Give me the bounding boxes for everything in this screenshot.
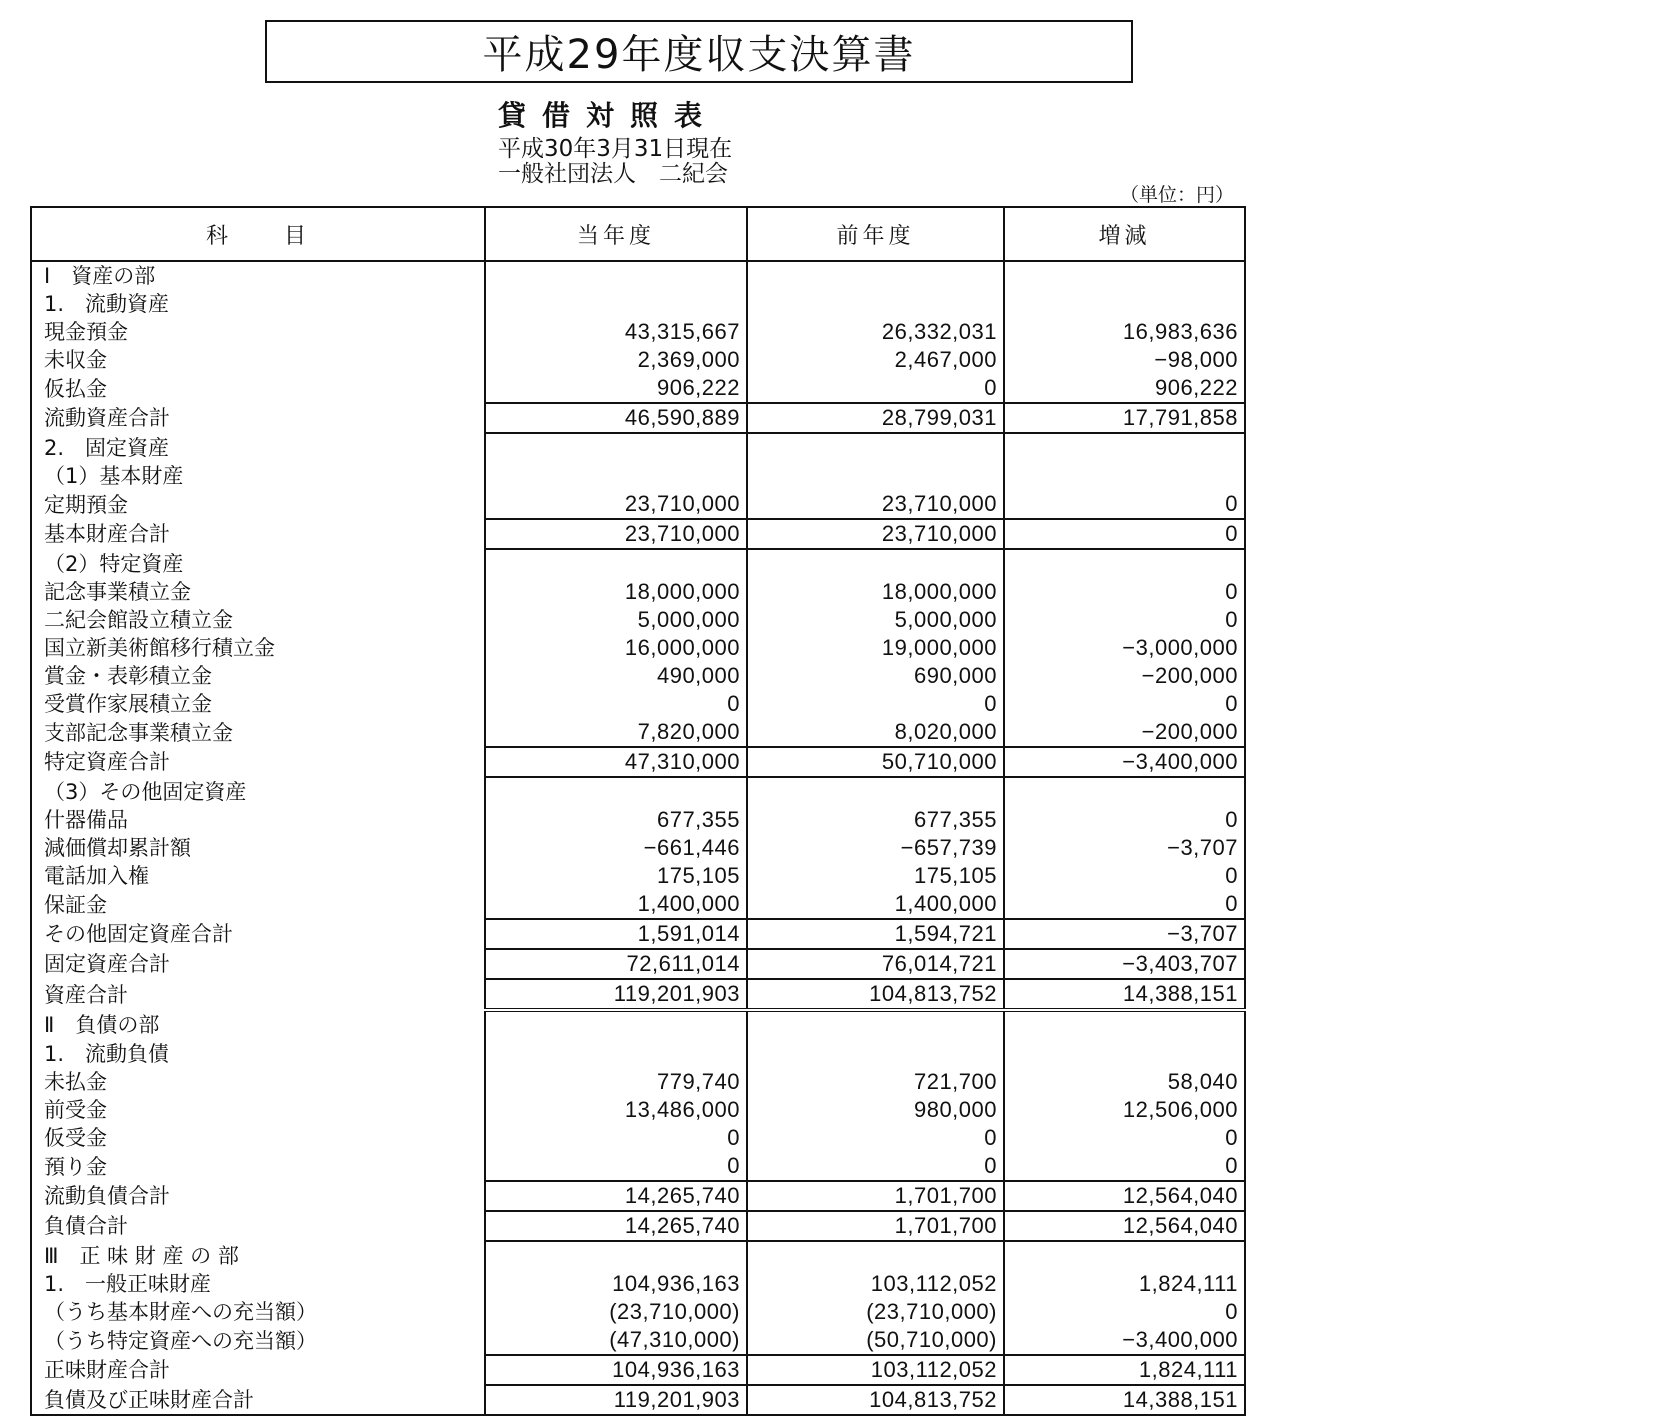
account-label: 現金預金 [31, 318, 485, 346]
previous-year-value [747, 1040, 1004, 1068]
change-value [1004, 549, 1245, 578]
change-value: 0 [1004, 1298, 1245, 1326]
previous-year-value: 2,467,000 [747, 346, 1004, 374]
table-row [31, 1152, 1245, 1181]
change-value: −200,000 [1004, 718, 1245, 747]
change-value: 0 [1004, 806, 1245, 834]
previous-year-value: −657,739 [747, 834, 1004, 862]
table-row [31, 290, 1245, 318]
table-row [31, 1181, 1245, 1211]
change-value: 58,040 [1004, 1068, 1245, 1096]
header-change: 増減 [1004, 207, 1245, 261]
current-year-value: 7,820,000 [485, 718, 747, 747]
previous-year-value: (23,710,000) [747, 1298, 1004, 1326]
current-year-value: 0 [485, 1152, 747, 1181]
change-value: 12,564,040 [1004, 1181, 1245, 1211]
table-row [31, 634, 1245, 662]
previous-year-value [747, 549, 1004, 578]
account-label: 固定資産合計 [31, 949, 485, 979]
account-label: 仮受金 [31, 1124, 485, 1152]
current-year-value: 119,201,903 [485, 979, 747, 1010]
table-row [31, 747, 1245, 777]
change-value [1004, 462, 1245, 490]
table-row [31, 862, 1245, 890]
change-value: −3,400,000 [1004, 1326, 1245, 1355]
previous-year-value: 28,799,031 [747, 403, 1004, 433]
account-label: 電話加入権 [31, 862, 485, 890]
current-year-value: 47,310,000 [485, 747, 747, 777]
unit-label: （単位：円） [1119, 184, 1234, 206]
account-label: 二紀会館設立積立金 [31, 606, 485, 634]
account-label: 基本財産合計 [31, 519, 485, 549]
previous-year-value [747, 261, 1004, 290]
current-year-value: 677,355 [485, 806, 747, 834]
change-value: −3,403,707 [1004, 949, 1245, 979]
previous-year-value: 26,332,031 [747, 318, 1004, 346]
previous-year-value: 0 [747, 1152, 1004, 1181]
table-row [31, 834, 1245, 862]
previous-year-value: 0 [747, 374, 1004, 403]
change-value: 0 [1004, 606, 1245, 634]
table-row [31, 433, 1245, 462]
account-label: 流動資産合計 [31, 403, 485, 433]
current-year-value: 43,315,667 [485, 318, 747, 346]
account-label: 賞金・表彰積立金 [31, 662, 485, 690]
table-row [31, 949, 1245, 979]
change-value: 0 [1004, 1152, 1245, 1181]
current-year-value: −661,446 [485, 834, 747, 862]
current-year-value: 46,590,889 [485, 403, 747, 433]
account-label: 前受金 [31, 1096, 485, 1124]
account-label: （3）その他固定資産 [31, 777, 485, 806]
previous-year-value: 76,014,721 [747, 949, 1004, 979]
table-header-row [31, 207, 1245, 261]
previous-year-value: 677,355 [747, 806, 1004, 834]
account-label: 負債合計 [31, 1211, 485, 1241]
change-value: 16,983,636 [1004, 318, 1245, 346]
current-year-value: 14,265,740 [485, 1211, 747, 1241]
change-value: −3,707 [1004, 834, 1245, 862]
current-year-value [485, 462, 747, 490]
account-label: 仮払金 [31, 374, 485, 403]
change-value: −98,000 [1004, 346, 1245, 374]
table-row [31, 462, 1245, 490]
change-value [1004, 777, 1245, 806]
table-row [31, 1068, 1245, 1096]
current-year-value: 1,400,000 [485, 890, 747, 919]
account-label: 預り金 [31, 1152, 485, 1181]
table-row [31, 919, 1245, 949]
change-value: 14,388,151 [1004, 979, 1245, 1010]
header-current-year: 当年度 [485, 207, 747, 261]
current-year-value: 23,710,000 [485, 519, 747, 549]
current-year-value: 0 [485, 690, 747, 718]
change-value: −3,000,000 [1004, 634, 1245, 662]
account-label: 1. 一般正味財産 [31, 1270, 485, 1298]
table-row [31, 1326, 1245, 1355]
account-label: 支部記念事業積立金 [31, 718, 485, 747]
previous-year-value: 8,020,000 [747, 718, 1004, 747]
current-year-value: 23,710,000 [485, 490, 747, 519]
table-row [31, 606, 1245, 634]
account-label: Ⅰ 資産の部 [31, 261, 485, 290]
previous-year-value: 104,813,752 [747, 1385, 1004, 1415]
organization-name: 一般社団法人 二紀会 [498, 161, 728, 187]
table-row [31, 1010, 1245, 1040]
previous-year-value: (50,710,000) [747, 1326, 1004, 1355]
table-row [31, 346, 1245, 374]
account-label: その他固定資産合計 [31, 919, 485, 949]
account-label: 受賞作家展積立金 [31, 690, 485, 718]
account-label: 1. 流動負債 [31, 1040, 485, 1068]
change-value [1004, 433, 1245, 462]
change-value: 12,564,040 [1004, 1211, 1245, 1241]
previous-year-value: 1,701,700 [747, 1181, 1004, 1211]
account-label: 保証金 [31, 890, 485, 919]
statement-date: 平成30年3月31日現在 [498, 136, 733, 162]
change-value: 0 [1004, 690, 1245, 718]
previous-year-value: 1,400,000 [747, 890, 1004, 919]
table-row [31, 1241, 1245, 1270]
table-row [31, 777, 1245, 806]
previous-year-value: 690,000 [747, 662, 1004, 690]
change-value: −200,000 [1004, 662, 1245, 690]
previous-year-value: 721,700 [747, 1068, 1004, 1096]
change-value [1004, 1010, 1245, 1040]
change-value: 906,222 [1004, 374, 1245, 403]
change-value: −3,707 [1004, 919, 1245, 949]
current-year-value: 14,265,740 [485, 1181, 747, 1211]
previous-year-value: 103,112,052 [747, 1355, 1004, 1385]
previous-year-value [747, 1241, 1004, 1270]
table-row [31, 718, 1245, 747]
table-row [31, 1298, 1245, 1326]
current-year-value [485, 1010, 747, 1040]
account-label: 負債及び正味財産合計 [31, 1385, 485, 1415]
change-value: 0 [1004, 490, 1245, 519]
account-label: 特定資産合計 [31, 747, 485, 777]
current-year-value [485, 1241, 747, 1270]
change-value: 0 [1004, 890, 1245, 919]
previous-year-value: 1,701,700 [747, 1211, 1004, 1241]
current-year-value: 119,201,903 [485, 1385, 747, 1415]
current-year-value [485, 433, 747, 462]
account-label: Ⅲ 正 味 財 産 の 部 [31, 1241, 485, 1270]
current-year-value: 72,611,014 [485, 949, 747, 979]
change-value [1004, 1241, 1245, 1270]
table-row [31, 1270, 1245, 1298]
table-row [31, 519, 1245, 549]
balance-sheet-heading: 貸借対照表 [498, 99, 719, 132]
account-label: 定期預金 [31, 490, 485, 519]
table-row [31, 549, 1245, 578]
previous-year-value: 0 [747, 1124, 1004, 1152]
table-row [31, 1211, 1245, 1241]
table-row [31, 979, 1245, 1010]
current-year-value: 104,936,163 [485, 1270, 747, 1298]
previous-year-value: 104,813,752 [747, 979, 1004, 1010]
account-label: （2）特定資産 [31, 549, 485, 578]
table-row [31, 1355, 1245, 1385]
previous-year-value [747, 433, 1004, 462]
previous-year-value: 18,000,000 [747, 578, 1004, 606]
table-row [31, 578, 1245, 606]
current-year-value: 490,000 [485, 662, 747, 690]
table-row [31, 318, 1245, 346]
account-label: 未払金 [31, 1068, 485, 1096]
account-label: Ⅱ 負債の部 [31, 1010, 485, 1040]
change-value: 1,824,111 [1004, 1355, 1245, 1385]
table-row [31, 1385, 1245, 1415]
change-value [1004, 290, 1245, 318]
current-year-value: 779,740 [485, 1068, 747, 1096]
table-row [31, 261, 1245, 290]
change-value: 0 [1004, 578, 1245, 606]
current-year-value: 16,000,000 [485, 634, 747, 662]
header-account: 科 目 [31, 207, 485, 261]
change-value: 0 [1004, 862, 1245, 890]
table-row [31, 490, 1245, 519]
current-year-value: 1,591,014 [485, 919, 747, 949]
change-value [1004, 261, 1245, 290]
previous-year-value: 23,710,000 [747, 490, 1004, 519]
current-year-value: (47,310,000) [485, 1326, 747, 1355]
change-value: 17,791,858 [1004, 403, 1245, 433]
previous-year-value: 1,594,721 [747, 919, 1004, 949]
account-label: 2. 固定資産 [31, 433, 485, 462]
current-year-value [485, 1040, 747, 1068]
previous-year-value: 0 [747, 690, 1004, 718]
current-year-value: (23,710,000) [485, 1298, 747, 1326]
document-title-box [265, 20, 1133, 83]
table-row [31, 690, 1245, 718]
account-label: （うち特定資産への充当額） [31, 1326, 485, 1355]
current-year-value: 18,000,000 [485, 578, 747, 606]
document-title: 平成29年度収支決算書 [482, 32, 916, 78]
previous-year-value: 5,000,000 [747, 606, 1004, 634]
current-year-value [485, 290, 747, 318]
header-previous-year: 前年度 [747, 207, 1004, 261]
change-value: 1,824,111 [1004, 1270, 1245, 1298]
change-value [1004, 1040, 1245, 1068]
previous-year-value [747, 290, 1004, 318]
account-label: 資産合計 [31, 979, 485, 1010]
current-year-value: 104,936,163 [485, 1355, 747, 1385]
current-year-value [485, 549, 747, 578]
current-year-value: 175,105 [485, 862, 747, 890]
previous-year-value [747, 777, 1004, 806]
previous-year-value: 103,112,052 [747, 1270, 1004, 1298]
account-label: 記念事業積立金 [31, 578, 485, 606]
current-year-value [485, 777, 747, 806]
table-row [31, 374, 1245, 403]
previous-year-value: 19,000,000 [747, 634, 1004, 662]
change-value: −3,400,000 [1004, 747, 1245, 777]
table-row [31, 806, 1245, 834]
account-label: 1. 流動資産 [31, 290, 485, 318]
account-label: 正味財産合計 [31, 1355, 485, 1385]
account-label: 流動負債合計 [31, 1181, 485, 1211]
table-row [31, 403, 1245, 433]
previous-year-value [747, 462, 1004, 490]
current-year-value: 2,369,000 [485, 346, 747, 374]
current-year-value [485, 261, 747, 290]
account-label: 什器備品 [31, 806, 485, 834]
current-year-value: 0 [485, 1124, 747, 1152]
account-label: （うち基本財産への充当額） [31, 1298, 485, 1326]
account-label: 減価償却累計額 [31, 834, 485, 862]
previous-year-value: 50,710,000 [747, 747, 1004, 777]
change-value: 0 [1004, 1124, 1245, 1152]
previous-year-value: 980,000 [747, 1096, 1004, 1124]
balance-sheet-table [30, 206, 1246, 1416]
change-value: 0 [1004, 519, 1245, 549]
account-label: （1）基本財産 [31, 462, 485, 490]
table-row [31, 1124, 1245, 1152]
change-value: 14,388,151 [1004, 1385, 1245, 1415]
current-year-value: 906,222 [485, 374, 747, 403]
table-row [31, 890, 1245, 919]
current-year-value: 13,486,000 [485, 1096, 747, 1124]
table-row [31, 1040, 1245, 1068]
change-value: 12,506,000 [1004, 1096, 1245, 1124]
previous-year-value: 23,710,000 [747, 519, 1004, 549]
account-label: 国立新美術館移行積立金 [31, 634, 485, 662]
account-label: 未収金 [31, 346, 485, 374]
table-row [31, 1096, 1245, 1124]
current-year-value: 5,000,000 [485, 606, 747, 634]
previous-year-value [747, 1010, 1004, 1040]
table-row [31, 662, 1245, 690]
previous-year-value: 175,105 [747, 862, 1004, 890]
